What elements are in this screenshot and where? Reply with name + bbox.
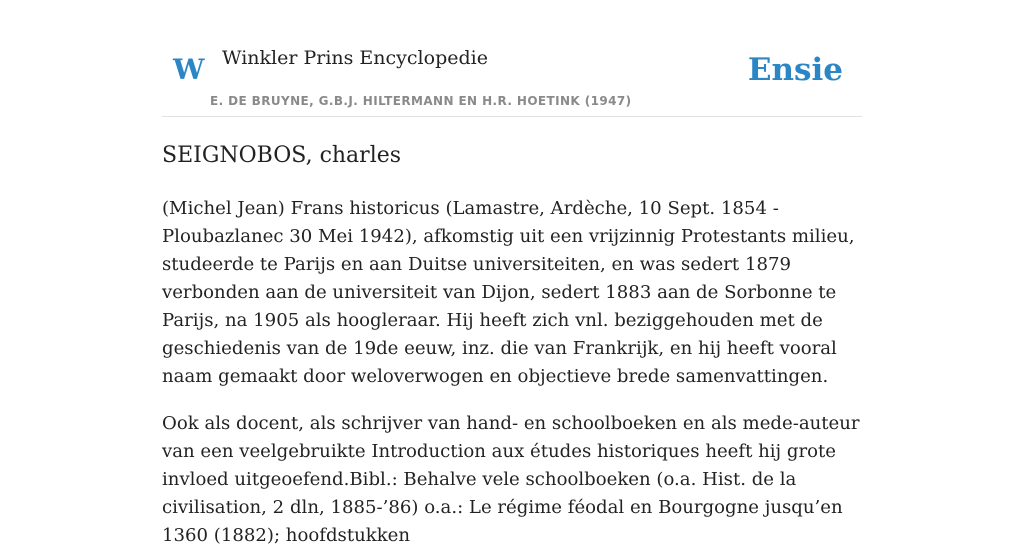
source-authors: E. DE BRUYNE, G.B.J. HILTERMANN EN H.R. HOETINK (1947): [210, 94, 632, 108]
winkler-prins-logo[interactable]: W: [173, 53, 205, 86]
ensie-logo-link[interactable]: Ensie: [747, 52, 843, 88]
page: [162, 0, 862, 546]
entry-paragraph: Ook als docent, als schrijver van hand- en schoolboeken en als mede-auteur van een veelgebruikte Introduction aux études historiques heeft hij grote invloed uitgeoefend.Bibl.: Behalve vele schoolboeken (o.a. Hist. de la civilisation, 2 dln, 1885-’86) o.a.: Le régime féodal en Bourgogne jusqu’en 1360 (1882); hoofdstukken: [162, 413, 860, 546]
source-title[interactable]: Winkler Prins Encyclopedie: [222, 47, 488, 69]
entry-content: [162, 141, 862, 550]
entry-paragraph: (Michel Jean) Frans historicus (Lamastre, Ardèche, 10 Sept. 1854 - Ploubazlanec 30 Mei 1942), afkomstig uit een vrijzinnig Protestants milieu, studeerde te Parijs en aan Duitse universiteiten, en was sedert 1879 verbonden aan de universiteit van Dijon, sedert 1883 aan de Sorbonne te Parijs, na 1905 als hoogleraar. Hij heeft zich vnl. beziggehouden met de geschiedenis van de 19de eeuw, inz. die van Frankrijk, en hij heeft vooral naam gemaakt door weloverwogen en objectieve brede samenvattingen.: [162, 198, 855, 387]
entry-title: SEIGNOBOS, charles: [162, 143, 402, 168]
site-header: [162, 0, 862, 117]
